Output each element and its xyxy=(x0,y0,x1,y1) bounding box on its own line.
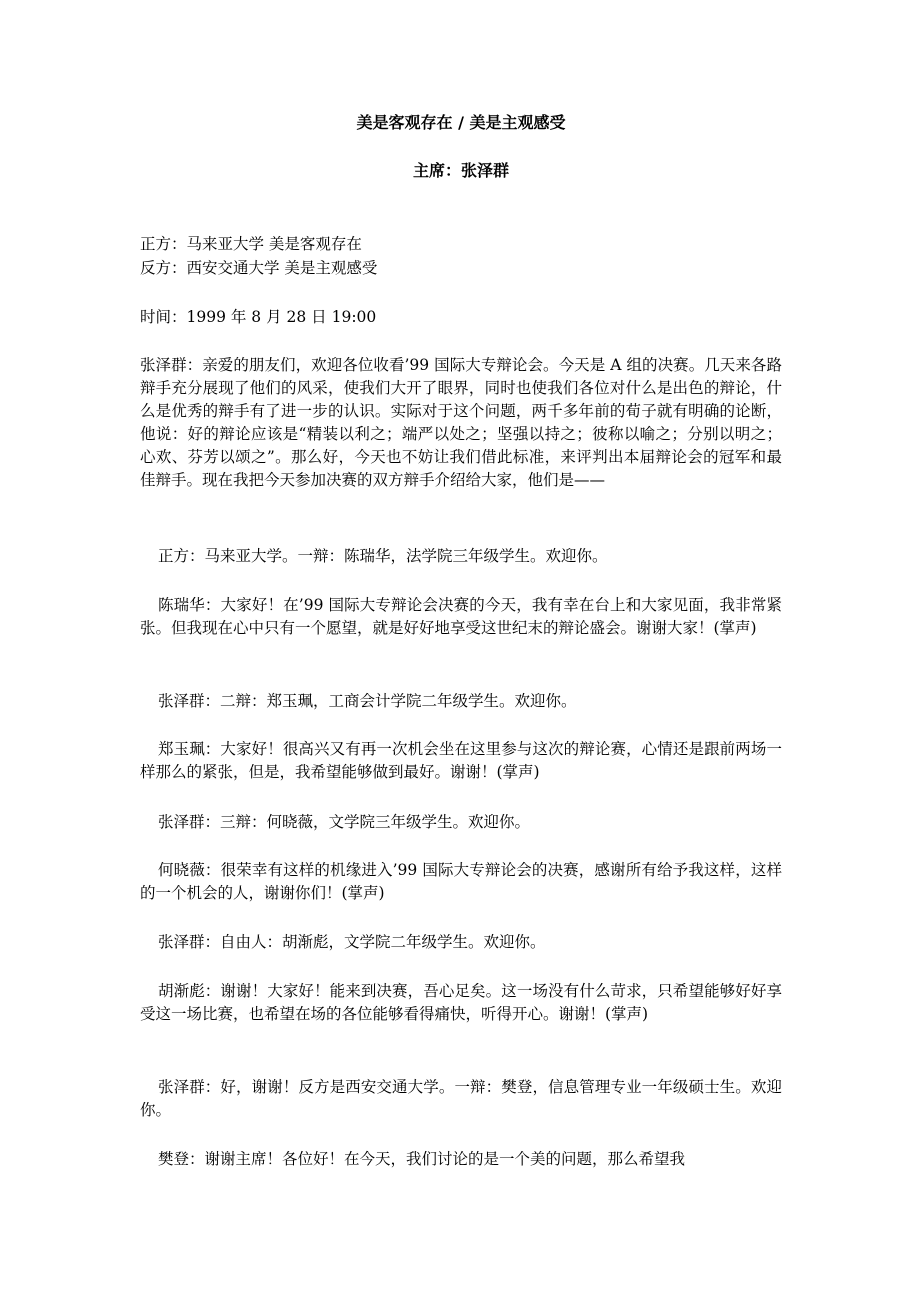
paragraph: 郑玉珮：大家好！很高兴又有再一次机会坐在这里参与这次的辩论赛，心情还是跟前两场一样那么的紧张，但是，我希望能够做到最好。谢谢！(掌声) xyxy=(140,740,782,781)
paragraph: 何晓薇：很荣幸有这样的机缘进入’99 国际大专辩论会的决赛，感谢所有给予我这样，这样的一个机会的人，谢谢你们！(掌声) xyxy=(140,861,782,902)
paragraph: 胡渐彪：谢谢！大家好！能来到决赛，吾心足矣。这一场没有什么苛求，只希望能够好好享受这一场比赛，也希望在场的各位能够看得痛快，听得开心。谢谢！(掌声) xyxy=(140,982,782,1023)
pro-side-line: 正方：马来亚大学 美是客观存在 xyxy=(140,235,362,253)
paragraph-opening: 张泽群：亲爱的朋友们，欢迎各位收看’99 国际大专辩论会。今天是 A 组的决赛。几天来各路辩手充分展现了他们的风采，使我们大开了眼界，同时也使我们各位对什么是出色的辩论，什么是优秀的辩手有了进一步的认识。实际对于这个问题，两千多年前的荀子就有明确的论断，他说：好的辩论应该是“精装以利之；端严以处之；坚强以持之；彼称以喻之；分别以明之；心欢、芬芳以颂之”。那么好，今天也不妨让我们借此标准，来评判出本届辩论会的冠军和最佳辩手。现在我把今天参加决赛的双方辩手介绍给大家，他们是—— xyxy=(140,356,782,489)
time-line: 时间：1999 年 8 月 28 日 19:00 xyxy=(140,308,377,326)
chair-line: 主席：张泽群 xyxy=(412,161,509,180)
con-side-line: 反方：西安交通大学 美是主观感受 xyxy=(140,259,378,277)
paragraph: 张泽群：自由人：胡渐彪，文学院二年级学生。欢迎你。 xyxy=(158,933,546,951)
paragraph: 张泽群：二辩：郑玉珮，工商会计学院二年级学生。欢迎你。 xyxy=(158,692,577,710)
paragraph: 张泽群：三辩：何晓薇，文学院三年级学生。欢迎你。 xyxy=(158,813,531,831)
document-title: 美是客观存在 / 美是主观感受 xyxy=(356,113,566,132)
paragraph: 张泽群：好，谢谢！反方是西安交通大学。一辩：樊登，信息管理专业一年级硕士生。欢迎你。 xyxy=(140,1078,782,1119)
paragraph: 樊登：谢谢主席！各位好！在今天，我们讨论的是一个美的问题，那么希望我 xyxy=(158,1150,686,1168)
paragraph: 陈瑞华：大家好！在’99 国际大专辩论会决赛的今天，我有幸在台上和大家见面，我非常紧张。但我现在心中只有一个愿望，就是好好地享受这世纪末的辩论盛会。谢谢大家！(掌声) xyxy=(140,596,782,637)
paragraph: 正方：马来亚大学。一辩：陈瑞华，法学院三年级学生。欢迎你。 xyxy=(158,547,608,565)
